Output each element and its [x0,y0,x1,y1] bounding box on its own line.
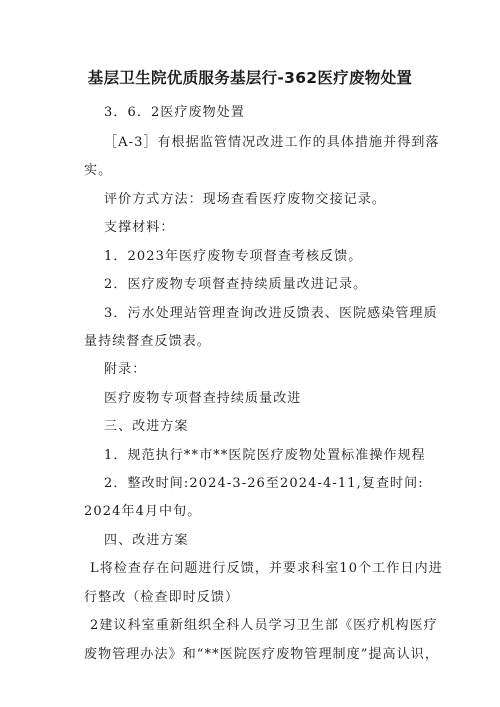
plan-4-item-1-line-1: L将检查存在问题进行反馈，并要求科室10个工作日内进 [90,561,443,576]
material-item-1: 1．2023年医疗废物专项督查考核反馈。 [104,249,363,264]
plan-4-item-1-line-2: 行整改（检查即时反馈） [84,590,240,605]
appendix-label: 附录： [104,362,147,377]
section-heading-4: 四、改进方案 [104,533,189,548]
plan-4-item-2-line-2: 废物管理办法》和“**医院医疗废物管理制度”提高认识， [84,647,439,662]
plan-item-2-line-2: 2024年4月中旬。 [84,504,202,519]
document-title: 基层卫生院优质服务基层行-362医疗废物处置 [87,69,413,87]
plan-4-item-2-line-1: 2建议科室重新组织全科人员学习卫生部《医疗机构医疗 [90,618,438,633]
requirement-line-2: 实。 [84,163,113,178]
section-heading-3: 三、改进方案 [104,419,189,434]
plan-item-1: 1．规范执行**市**医院医疗废物处置标准操作规程 [104,448,426,463]
section-heading-3-6-2: 3．6．2医疗废物处置 [104,105,245,120]
appendix-title: 医疗废物专项督查持续质量改进 [104,391,302,406]
material-item-3-line-1: 3．污水处理站管理查询改进反馈表、医院感染管理质 [104,306,438,321]
requirement-line-1: ［A-3］有根据监管情况改进工作的具体措施并得到落 [104,135,440,150]
material-item-2: 2．医疗废物专项督查持续质量改进记录。 [104,277,368,292]
plan-item-2-line-1: 2．整改时间:2024-3-26至2024-4-11,复查时间: [104,476,424,491]
material-item-3-line-2: 量持续督查反馈表。 [84,334,211,349]
supporting-materials-label: 支撑材料： [104,220,175,235]
evaluation-method: 评价方式方法：现场查看医疗废物交接记录。 [104,192,387,207]
